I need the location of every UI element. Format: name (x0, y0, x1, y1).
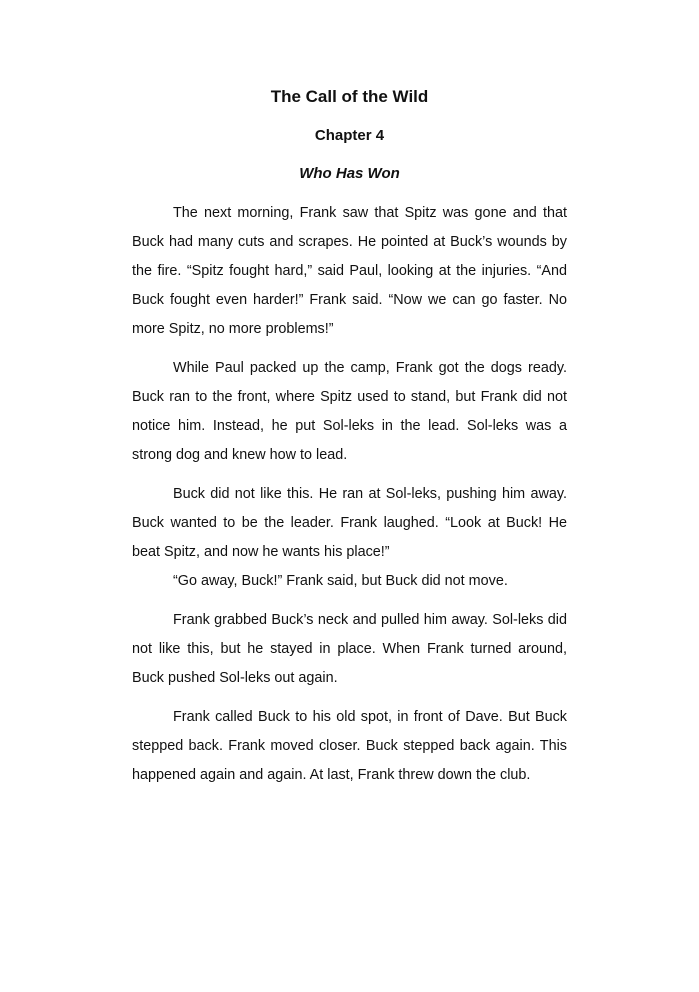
paragraph: The next morning, Frank saw that Spitz was gone and that Buck had many cuts and scrapes. He pointed at Buck’s wounds by the fire. “Spitz fought hard,” said Paul, looking at the injuries. “And Buck fought even harder!” Frank said. “Now we can go faster. No more Spitz, no more problems!” (132, 205, 567, 338)
paragraph: While Paul packed up the camp, Frank got the dogs ready. Buck ran to the front, where Spitz used to stand, but Frank did not notice him. Instead, he put Sol-leks in the lead. Sol-leks was a strong dog and knew how to lead. (132, 360, 567, 464)
paragraph: Frank grabbed Buck’s neck and pulled him away. Sol-leks did not like this, but he stayed in place. When Frank turned around, Buck pushed Sol-leks out again. (132, 612, 567, 687)
book-title: The Call of the Wild (270, 87, 429, 106)
paragraph: Buck did not like this. He ran at Sol-leks, pushing him away. Buck wanted to be the leader. Frank laughed. “Look at Buck! He beat Spitz, and now he wants his place!” (132, 486, 567, 561)
chapter-title: Who Has Won (299, 165, 400, 182)
paragraph: Frank called Buck to his old spot, in front of Dave. But Buck stepped back. Frank moved closer. Buck stepped back again. This happened again and again. At last, Frank threw down the club. (132, 708, 567, 784)
chapter-heading: Chapter 4 (314, 127, 385, 144)
paragraph: “Go away, Buck!” Frank said, but Buck did not move. (173, 573, 508, 590)
body-text (132, 199, 567, 800)
